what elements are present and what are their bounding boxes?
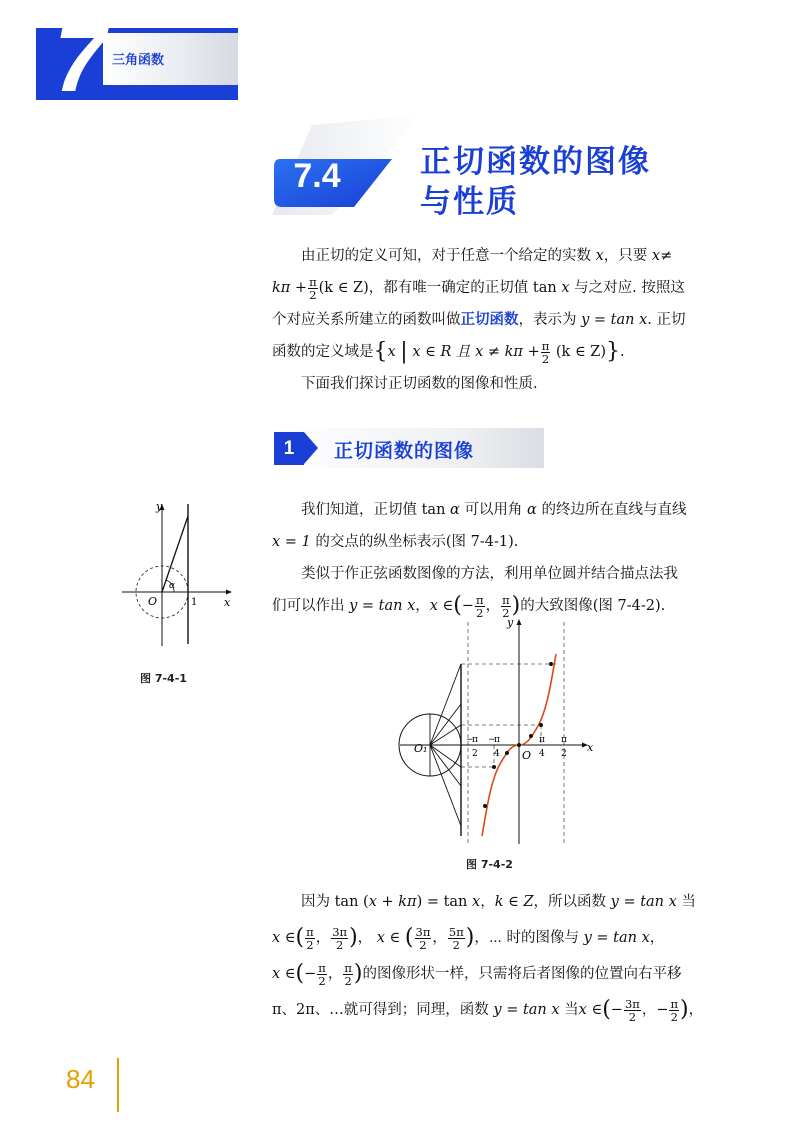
fig2-label-y: y <box>507 616 514 629</box>
body2-line1: 因为 tan (x + kπ) = tan x，k ∈ Z，所以函数 y = tan x 当 <box>301 894 696 910</box>
fig1-label-alpha: α <box>169 581 176 591</box>
figure-7-4-1 <box>118 496 238 646</box>
keyword-tangent-function: 正切函数 <box>460 312 519 328</box>
figure-7-4-2-caption: 图 7-4-2 <box>466 858 513 871</box>
body1-line1: 我们知道，正切值 tan α 可以用角 α 的终边所在直线与直线 <box>301 502 687 518</box>
intro-line4: 函数的定义域是{x | x ∈ R 且 x ≠ kπ + $\frac{\pi}{2}$ (k ∈ Z)}. <box>272 338 625 366</box>
svg-text:−: − <box>466 735 474 745</box>
fig1-label-y: y <box>156 500 163 513</box>
fig1-label-one: 1 <box>191 597 198 608</box>
subsection-arrow <box>304 432 318 464</box>
chapter-title: 三角函数 <box>112 53 165 68</box>
svg-text:−: − <box>488 735 496 745</box>
intro-line5: 下面我们探讨正切函数的图像和性质. <box>301 376 538 392</box>
body1-line3: 类似于作正弦函数图像的方法，利用单位圆并结合描点法我 <box>301 566 678 582</box>
fig1-label-origin: O <box>148 595 158 608</box>
fig2-label-o1: O₁ <box>414 742 428 755</box>
intro-line1: 由正切的定义可知，对于任意一个给定的实数 x，只要 x≠ <box>301 248 673 264</box>
figure-7-4-1-caption: 图 7-4-1 <box>140 672 187 685</box>
section-title <box>420 142 651 222</box>
body-paragraph-1 <box>272 494 722 622</box>
fig1-x-arrow <box>226 590 232 595</box>
body2-line4: π、2π、…就可得到；同理，函数 y = tan x 当x ∈(− $\frac{3\pi}{2}$ ，− $\frac{\pi}{2}$ )， <box>272 996 704 1024</box>
svg-text:2: 2 <box>561 749 567 759</box>
subsection-title: 正切函数的图像 <box>334 440 475 462</box>
fig2-spokes <box>430 664 461 826</box>
section-title-line1: 正切函数的图像 <box>420 144 651 180</box>
intro-paragraph <box>272 240 722 400</box>
svg-text:π: π <box>561 735 567 745</box>
fig2-guides <box>461 622 564 846</box>
section-title-line2: 与性质 <box>420 184 519 220</box>
fig2-y-arrow <box>517 619 522 625</box>
chapter-number: 7 <box>54 9 106 111</box>
body1-line2: x = 1 的交点的纵坐标表示(图 7-4-1). <box>272 534 519 550</box>
body2-line2: x ∈( $\frac{\pi}{2}$ ， $\frac{3\pi}{2}$ )， x ∈ ( $\frac{3\pi}{2}$ ， $\frac{5\pi}{2}$ )，⋯ 时的图像与 y = tan x， <box>272 924 665 952</box>
body-paragraph-2 <box>272 884 722 1028</box>
subsection-number: 1 <box>274 432 304 465</box>
svg-text:4: 4 <box>494 749 500 759</box>
svg-text:π: π <box>539 735 545 745</box>
svg-text:2: 2 <box>472 749 478 759</box>
figure-7-4-2 <box>394 614 620 852</box>
svg-text:π: π <box>494 735 500 745</box>
body2-line3: x ∈(− $\frac{\pi}{2}$ ， $\frac{\pi}{2}$ )的图像形状一样，只需将后者图像的位置向右平移 <box>272 960 682 988</box>
fig1-label-x: x <box>224 596 231 609</box>
section-number: 7.4 <box>293 157 341 195</box>
fig2-label-origin: O <box>522 749 532 762</box>
svg-text:4: 4 <box>539 749 545 759</box>
svg-text:π: π <box>472 735 478 745</box>
fig2-tick-labels <box>466 735 567 759</box>
intro-line2: kπ + $\frac{\pi}{2}$ (k ∈ Z)，都有唯一确定的正切值 tan x 与之对应. 按照这 <box>272 274 685 302</box>
fig2-label-x: x <box>587 741 594 754</box>
fraction-pi-over-2: $\frac{\pi}{2}$ <box>309 274 317 302</box>
body1-line4: 们可以作出 y = tan x，x ∈(− $\frac{\pi}{2}$ ， $\frac{\pi}{2}$ )的大致图像(图 7-4-2). <box>272 592 666 620</box>
intro-line3: 个对应关系所建立的函数叫做正切函数，表示为 y = tan x. 正切 <box>272 312 686 328</box>
page-number: 84 <box>66 1064 95 1094</box>
page-number-bar <box>117 1058 119 1112</box>
